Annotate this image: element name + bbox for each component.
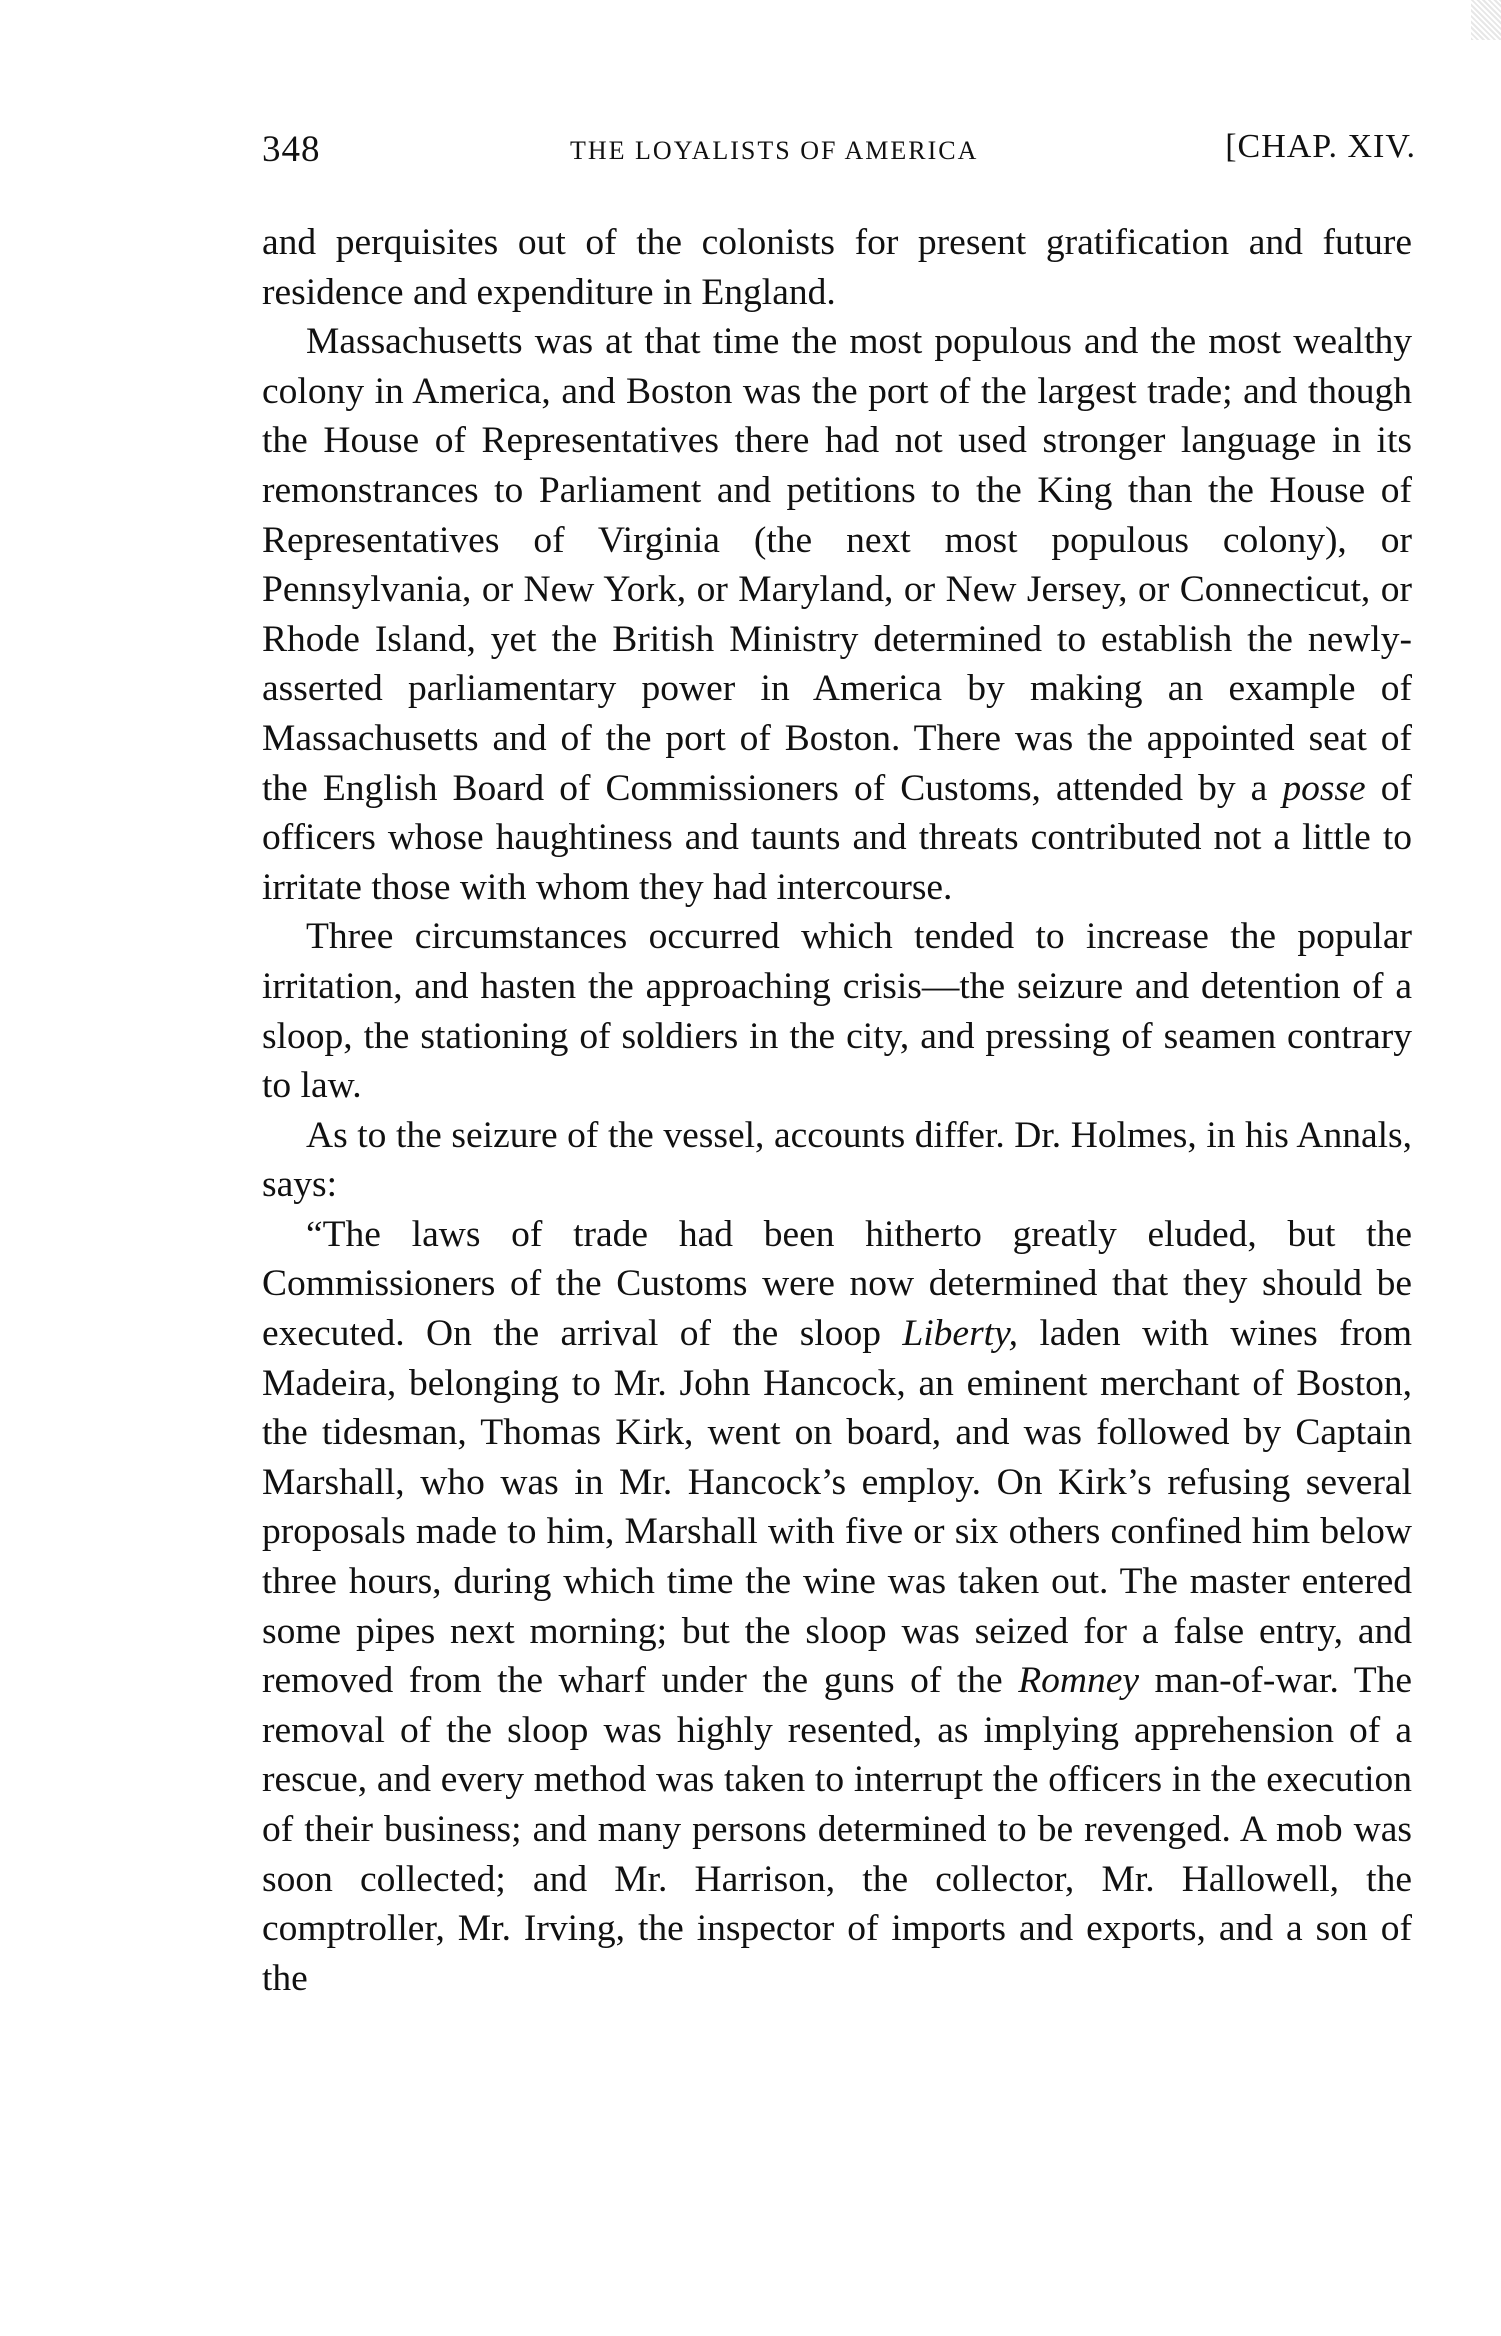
paragraph-2-end: of officers whose haughtiness and taunts and threats contributed not a little to irritate those with whom they had intercourse. — [262, 767, 1412, 908]
paragraph-2 — [262, 317, 1412, 912]
paragraph-4: As to the seizure of the vessel, accounts differ. Dr. Holmes, in his Annals, says: — [262, 1114, 1412, 1206]
scan-artifact — [1471, 0, 1501, 40]
quotation-middle: laden with wines from Madeira, belonging to Mr. John Hancock, an eminent merchant of Boston, the tidesman, Thomas Kirk, went on board, and was followed by Captain Marshall, who was in Mr. Hancock’s employ. On Kirk’s refusing several proposals made to him, Marshall with five or six others confined him below three hours, during which time the wine was taken out. The master entered some pipes next morning; but the sloop was seized for a false entry, and removed from the wharf under the guns of the — [262, 1313, 1412, 1702]
paragraph-1: and perquisites out of the colonists for present gratification and future residence and expenditure in England. — [262, 222, 1412, 313]
running-title: THE LOYALISTS OF AMERICA — [570, 136, 979, 165]
running-header — [262, 128, 1416, 188]
paragraph-5-quotation — [262, 1210, 1412, 2004]
body-text — [262, 218, 1412, 2003]
ship-name-romney: Romney — [1018, 1660, 1140, 1702]
paragraph-3: Three circumstances occurred which tended to increase the popular irritation, and hasten the approaching crisis—the seizure and detention of a sloop, the stationing of soldiers in the city, and pressing of seamen contrary to law. — [262, 916, 1412, 1107]
ship-name-liberty: Liberty, — [902, 1313, 1019, 1355]
chapter-reference: [CHAP. XIV. — [1225, 128, 1416, 165]
paragraph-2-text: Massachusetts was at that time the most populous and the most wealthy colony in America, and Boston was the port of the largest trade; and though the House of Representatives there had not used stronger language in its remonstrances to Parliament and petitions to the King than the House of Representatives of Virginia (the next most populous colony), or Pennsylvania, or New York, or Maryland, or New Jersey, or Connecticut, or Rhode Island, yet the British Ministry determined to establish the newly-asserted parliamentary power in America by making an example of Massachusetts and of the port of Boston. There was the appointed seat of the English Board of Commissioners of Customs, attended by a — [262, 321, 1412, 809]
page-number: 348 — [262, 129, 321, 170]
quotation-start: “The laws of trade had been hitherto greatly eluded, but the Commissioners of the Customs were now determined that they should be executed. On the arrival of the sloop — [262, 1213, 1412, 1355]
book-page — [262, 128, 1416, 2003]
paragraph-2-italic: posse — [1282, 767, 1366, 809]
quotation-end: man-of-war. The removal of the sloop was highly resented, as implying apprehension of a rescue, and every method was taken to interrupt the officers in the execution of their business; and many persons determined to be revenged. A mob was soon collected; and Mr. Harrison, the collector, Mr. Hallowell, the comptroller, Mr. Irving, the inspector of imports and exports, and a son of the — [262, 1660, 1412, 1999]
